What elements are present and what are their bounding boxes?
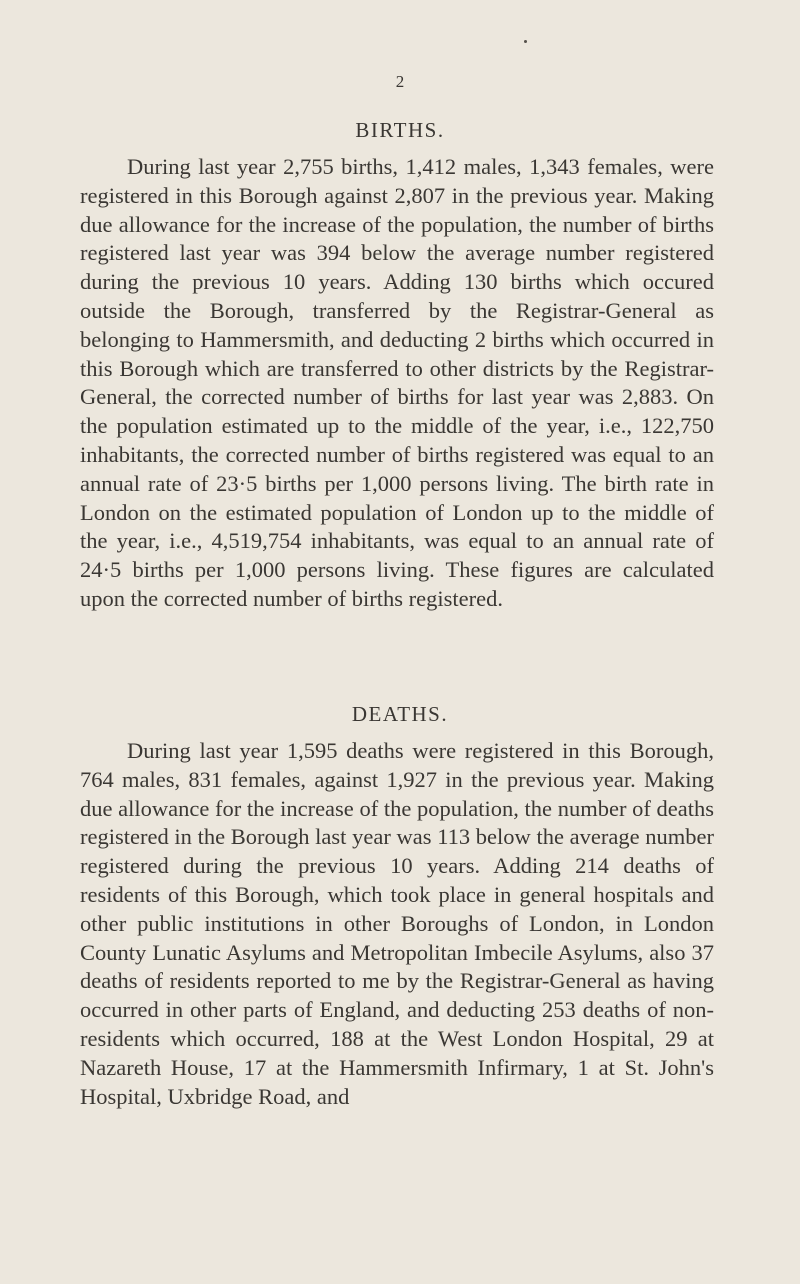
deaths-heading: DEATHS. (351, 702, 449, 726)
print-speck (524, 40, 527, 43)
deaths-paragraph: During last year 1,595 deaths were registered in this Borough, 764 males, 831 females, against 1,927 in the previous year. Making due allowance for the increase of the population, the number of deaths registered in the Borough last year was 113 below the average number registered during the previous 10 years. Adding 214 deaths of residents of this Borough, which took place in general hospitals and other public institutions in other Boroughs of London, in London County Lunatic Asylums and Metropolitan Imbecile Asylums, also 37 deaths of residents reported to me by the Registrar-General as having occurred in other parts of England, and deducting 253 deaths of non-residents which occurred, 188 at the West London Hospital, 29 at Nazareth House, 17 at the Hammersmith Infirmary, 1 at St. John's Hospital, Uxbridge Road, and (80, 738, 714, 1109)
births-heading: BIRTHS. (355, 118, 445, 142)
births-paragraph: During last year 2,755 births, 1,412 males, 1,343 females, were registered in this Borough against 2,807 in the previous year. Making due allowance for the increase of the population, the number of births registered last year was 394 below the average number registered during the previous 10 years. Adding 130 births which occured outside the Borough, transferred by the Registrar-General as belonging to Hammersmith, and deducting 2 births which occurred in this Borough which are transferred to other districts by the Registrar-General, the corrected number of births for last year was 2,883. On the population estimated up to the middle of the year, i.e., 122,750 inhabitants, the corrected number of births registered was equal to an annual rate of 23·5 births per 1,000 persons living. The birth rate in London on the estimated population of London up to the middle of the year, i.e., 4,519,754 inhabitants, was equal to an annual rate of 24·5 births per 1,000 persons living. These figures are calculated upon the corrected number of births registered. (80, 154, 714, 611)
page-number: 2 (395, 72, 405, 91)
